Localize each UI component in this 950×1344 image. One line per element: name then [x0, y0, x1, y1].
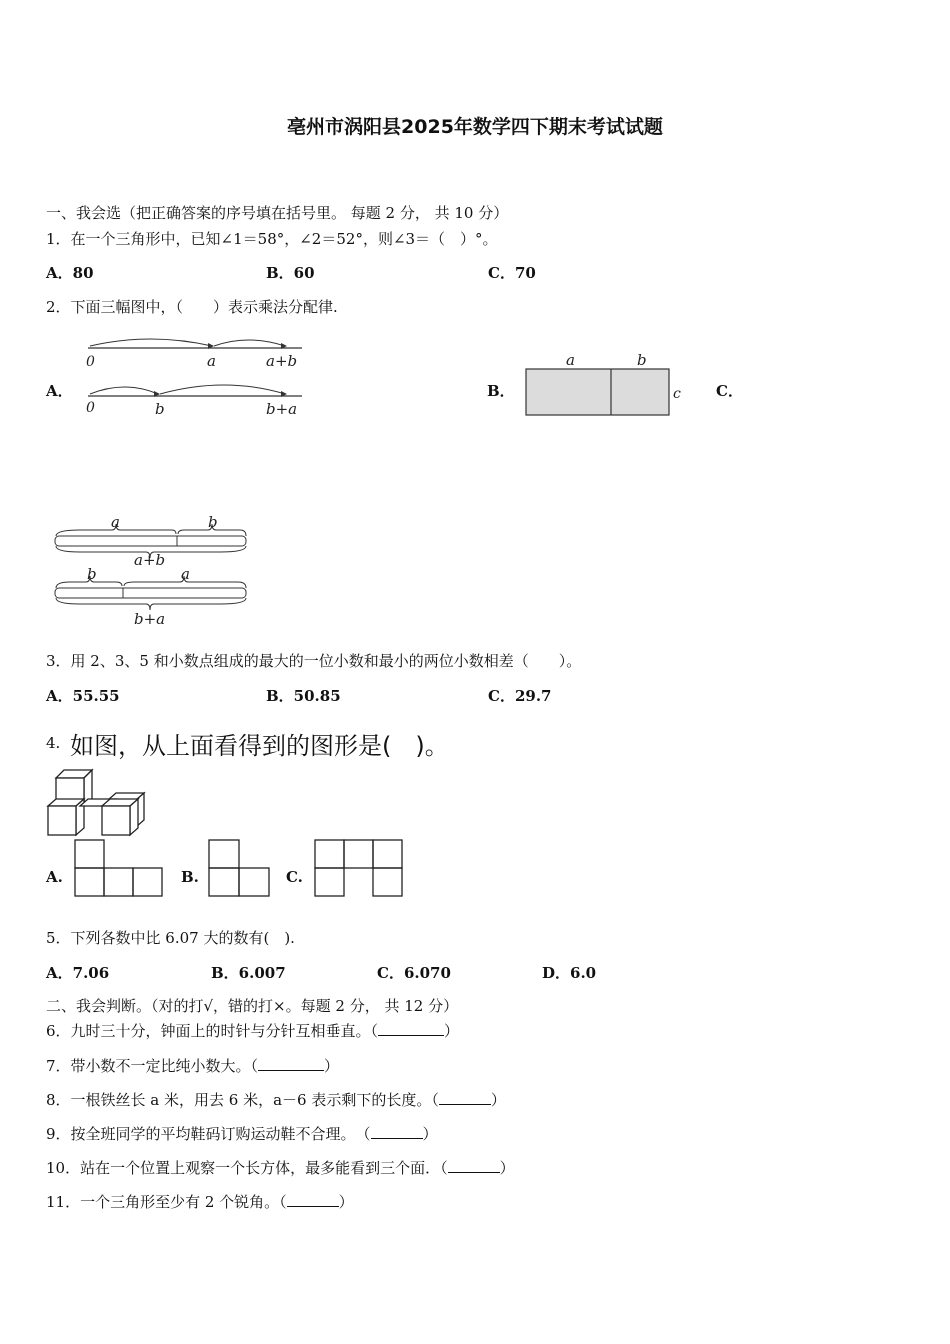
- judgment-9-close: ）: [422, 1125, 438, 1143]
- fig-b-label-a: a: [566, 351, 575, 369]
- judgment-10: [46, 1157, 515, 1178]
- section2-heading: 二、我会判断。（对的打√，错的打×。每题 2 分， 共 12 分）: [46, 997, 459, 1015]
- judgment-10-close: ）: [499, 1159, 515, 1177]
- fig-c-top-label-a: a: [111, 513, 120, 531]
- top-view-option-a-icon: [72, 838, 167, 898]
- number-line-figure-a: [80, 330, 310, 420]
- judgment-8-close: ）: [490, 1091, 506, 1109]
- question-3-text: 3．用 2、3、5 和小数点组成的最大的一位小数和最小的两位小数相差（ ）。: [46, 652, 582, 670]
- judgment-6-answer-blank[interactable]: [378, 1035, 444, 1036]
- judgment-6-close: ）: [444, 1022, 460, 1040]
- fig-a-bottom-label-b-plus-a: b+a: [266, 400, 298, 418]
- judgment-8-answer-blank[interactable]: [439, 1104, 491, 1105]
- question-4-text: 如图，从上面看得到的图形是( )。: [70, 732, 449, 760]
- fig-a-bottom-label-b: b: [155, 400, 165, 418]
- question-4-option-c-label[interactable]: C.: [286, 868, 303, 886]
- question-5-text: 5．下列各数中比 6.07 大的数有( ).: [46, 929, 295, 947]
- judgment-10-text: 10．站在一个位置上观察一个长方体，最多能看到三个面．（: [46, 1159, 448, 1177]
- judgment-11: [46, 1191, 354, 1212]
- question-1-option-a[interactable]: A．80: [46, 264, 94, 282]
- judgment-11-close: ）: [338, 1193, 354, 1211]
- cube-stack-figure: [44, 766, 154, 838]
- judgment-10-answer-blank[interactable]: [448, 1172, 500, 1173]
- fig-b-label-b: b: [637, 351, 647, 369]
- judgment-7: [46, 1055, 339, 1076]
- fig-a-bottom-label-0: 0: [86, 400, 95, 416]
- question-5-option-b[interactable]: B．6.007: [211, 964, 286, 982]
- question-4-option-a-label[interactable]: A.: [46, 868, 63, 886]
- question-1-option-c[interactable]: C．70: [488, 264, 536, 282]
- question-5-option-a[interactable]: A．7.06: [46, 964, 110, 982]
- judgment-9-text: 9．按全班同学的平均鞋码订购运动鞋不合理。 （: [46, 1125, 371, 1143]
- question-3-option-b[interactable]: B．50.85: [266, 687, 341, 705]
- fig-b-label-c: c: [673, 386, 681, 402]
- fig-c-bottom-label-b-plus-a: b+a: [134, 610, 166, 628]
- judgment-7-answer-blank[interactable]: [258, 1070, 324, 1071]
- top-view-option-b-icon: [206, 838, 272, 898]
- top-view-option-c-icon: [312, 838, 407, 898]
- fig-a-top-label-a: a: [207, 352, 216, 370]
- rectangle-area-figure-b: [520, 350, 690, 420]
- question-3-option-a[interactable]: A．55.55: [46, 687, 120, 705]
- fig-a-top-label-0: 0: [86, 354, 95, 370]
- judgment-11-answer-blank[interactable]: [287, 1206, 339, 1207]
- judgment-9-answer-blank[interactable]: [371, 1138, 423, 1139]
- question-4-number: 4.: [46, 734, 61, 752]
- section1-heading: 一、我会选（把正确答案的序号填在括号里。 每题 2 分， 共 10 分）: [46, 204, 509, 222]
- judgment-6-text: 6．九时三十分，钟面上的时针与分针互相垂直。（: [46, 1022, 379, 1040]
- question-5-option-c[interactable]: C．6.070: [377, 964, 451, 982]
- brace-figure-c: [50, 512, 255, 632]
- question-1-option-b[interactable]: B．60: [266, 264, 315, 282]
- fig-c-top-label-a-plus-b: a+b: [134, 551, 166, 569]
- judgment-6: [46, 1020, 459, 1041]
- page-title: 亳州市涡阳县2025年数学四下期末考试试题: [287, 116, 663, 138]
- question-2-option-b-label[interactable]: B．: [487, 382, 515, 400]
- question-2-option-a-label[interactable]: A．: [46, 382, 73, 400]
- judgment-7-text: 7．带小数不一定比纯小数大。（: [46, 1057, 259, 1075]
- question-5-option-d[interactable]: D．6.0: [542, 964, 597, 982]
- question-2-option-c-label[interactable]: C．: [716, 382, 743, 400]
- judgment-9: [46, 1123, 438, 1144]
- judgment-8-text: 8．一根铁丝长 a 米，用去 6 米，a－6 表示剩下的长度。（: [46, 1091, 439, 1109]
- question-1-text: 1．在一个三角形中，已知∠1＝58°，∠2＝52°，则∠3＝（ ）°。: [46, 230, 498, 248]
- fig-c-top-label-b: b: [208, 513, 218, 531]
- fig-a-top-label-a-plus-b: a+b: [266, 352, 298, 370]
- question-3-option-c[interactable]: C．29.7: [488, 687, 552, 705]
- judgment-7-close: ）: [324, 1057, 340, 1075]
- fig-c-bottom-label-b: b: [87, 565, 97, 583]
- question-4-option-b-label[interactable]: B.: [181, 868, 199, 886]
- judgment-8: [46, 1089, 506, 1110]
- fig-c-bottom-label-a: a: [181, 565, 190, 583]
- judgment-11-text: 11．一个三角形至少有 2 个锐角。（: [46, 1193, 287, 1211]
- question-2-text: 2．下面三幅图中，（ ）表示乘法分配律.: [46, 298, 338, 316]
